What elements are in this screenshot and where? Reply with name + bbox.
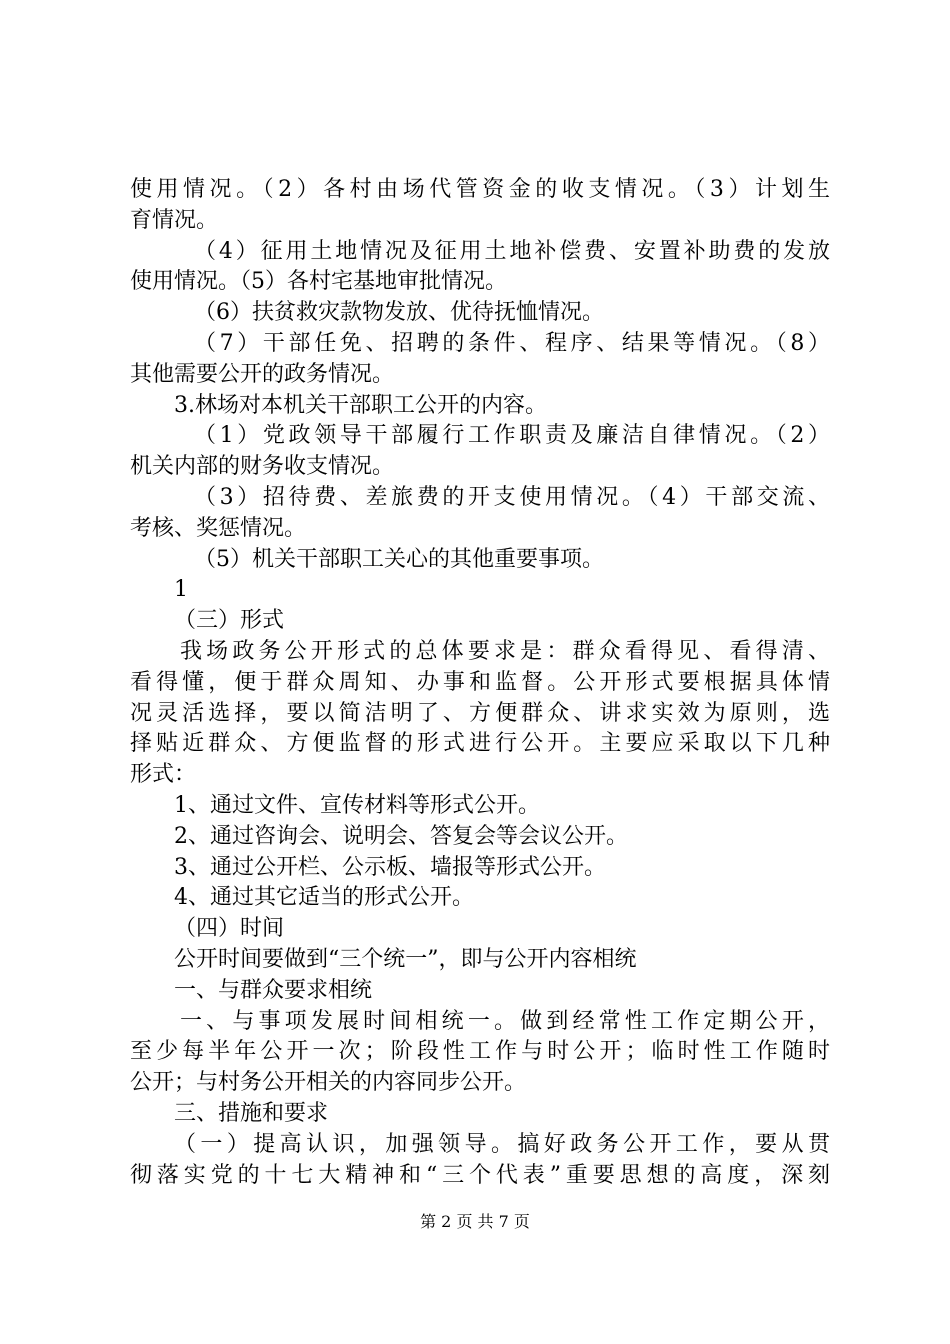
text-line: 机关内部的财务收支情况。	[130, 454, 395, 480]
text-line: 使用情况。（5）各村宅基地审批情况。	[130, 269, 507, 295]
text-line: 1、通过文件、宣传材料等形式公开。	[174, 792, 540, 818]
text-line: （4）征用土地情况及征用土地补偿费、安置补助费的发放	[194, 238, 830, 264]
text-line: （三）形式	[174, 608, 285, 634]
text-line: 公开；与村务公开相关的内容同步公开。	[130, 1070, 527, 1096]
text-line: 1	[174, 577, 188, 603]
text-line: 育情况。	[130, 207, 219, 233]
text-line: 一、与群众要求相统	[174, 977, 373, 1003]
text-line: 考核、奖惩情况。	[130, 515, 307, 541]
page-footer: 第 2 页 共 7 页	[420, 1212, 530, 1231]
text-line: 择贴近群众、方便监督的形式进行公开。主要应采取以下几种	[130, 731, 830, 757]
text-line: 看得懂，便于群众周知、办事和监督。公开形式要根据具体情	[130, 669, 830, 695]
text-line: （1）党政领导干部履行工作职责及廉洁自律情况。（2）	[194, 423, 830, 449]
text-line: 使用情况。（2）各村由场代管资金的收支情况。（3）计划生	[130, 177, 830, 202]
text-line: 其他需要公开的政务情况。	[130, 361, 395, 387]
document-body	[130, 175, 830, 1191]
text-line: 4、通过其它适当的形式公开。	[174, 885, 474, 911]
text-line: 2、通过咨询会、说明会、答复会等会议公开。	[174, 823, 628, 849]
text-line: 况灵活选择，要以简洁明了、方便群众、讲求实效为原则，选	[130, 700, 830, 726]
text-line: 3、通过公开栏、公示板、墙报等形式公开。	[174, 854, 606, 880]
text-line: 彻落实党的十七大精神和“三个代表”重要思想的高度，深刻	[130, 1162, 830, 1188]
text-line: 公开时间要做到“三个统一”，即与公开内容相统	[174, 946, 637, 972]
text-line: （一）提高认识，加强领导。搞好政务公开工作，要从贯	[174, 1131, 830, 1157]
text-line: 我场政务公开形式的总体要求是：群众看得见、看得清、	[180, 638, 830, 664]
text-line: （5）机关干部职工关心的其他重要事项。	[194, 546, 604, 572]
text-line: 至少每半年公开一次；阶段性工作与时公开；临时性工作随时	[130, 1039, 830, 1065]
text-line: （3）招待费、差旅费的开支使用情况。（4）干部交流、	[194, 484, 830, 510]
text-line: 一、与事项发展时间相统一。做到经常性工作定期公开，	[180, 1008, 830, 1034]
text-line: （四）时间	[174, 916, 285, 942]
text-line: 形式：	[130, 762, 197, 788]
text-line: （7）干部任免、招聘的条件、程序、结果等情况。（8）	[194, 330, 830, 356]
text-line: 三、措施和要求	[174, 1100, 329, 1126]
text-line: 3.林场对本机关干部职工公开的内容。	[174, 392, 547, 418]
text-line: （6）扶贫救灾款物发放、优待抚恤情况。	[194, 300, 604, 326]
